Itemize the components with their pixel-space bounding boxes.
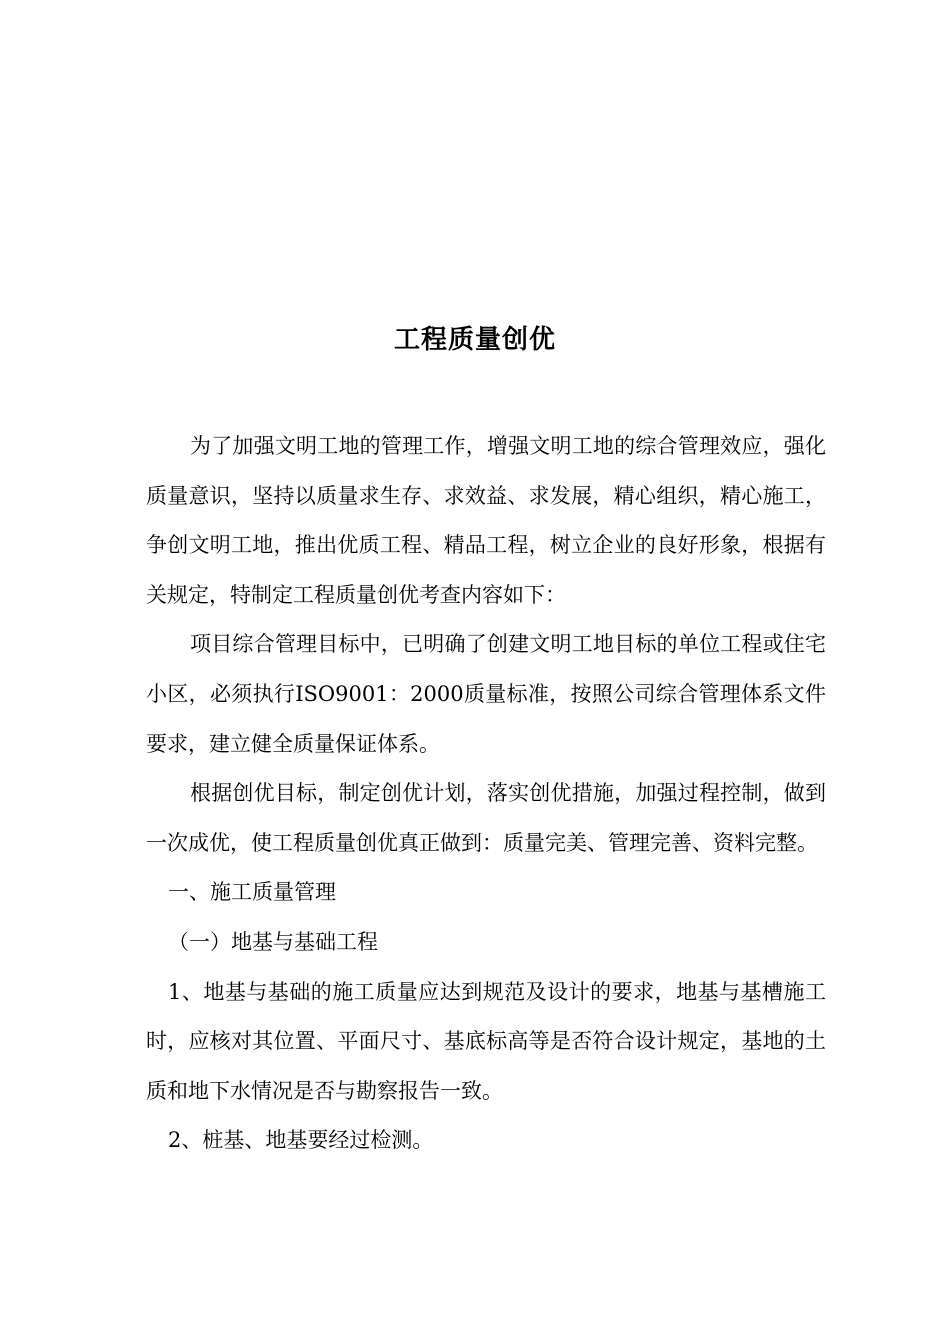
subsection-heading: （一）地基与基础工程: [168, 929, 378, 954]
section-heading: 一、施工质量管理: [168, 880, 336, 905]
list-item: 2、桩基、地基要经过检测。: [168, 1128, 434, 1153]
intro-paragraph: 为了加强文明工地的管理工作，增强文明工地的综合管理效应，强化质量意识，坚持以质量求生存、求效益、求发展，精心组织，精心施工，争创文明工地，推出优质工程、精品工程，树立企业的良好形象，根据有关规定，特制定工程质量创优考查内容如下：: [146, 434, 826, 607]
document-body: [146, 422, 826, 1166]
document-title: 工程质量创优: [393, 325, 556, 355]
quality-goal-paragraph: 根据创优目标，制定创优计划，落实创优措施，加强过程控制，做到一次成优，使工程质量创优真正做到：质量完美、管理完善、资料完整。: [146, 781, 826, 855]
list-item: 1、地基与基础的施工质量应达到规范及设计的要求，地基与基槽施工时，应核对其位置、平面尺寸、基底标高等是否符合设计规定，基地的土质和地下水情况是否与勘察报告一致。: [146, 979, 826, 1103]
management-goal-paragraph: 项目综合管理目标中，已明确了创建文明工地目标的单位工程或住宅小区，必须执行ISO9001：2000质量标准，按照公司综合管理体系文件要求，建立健全质量保证体系。: [146, 632, 826, 756]
